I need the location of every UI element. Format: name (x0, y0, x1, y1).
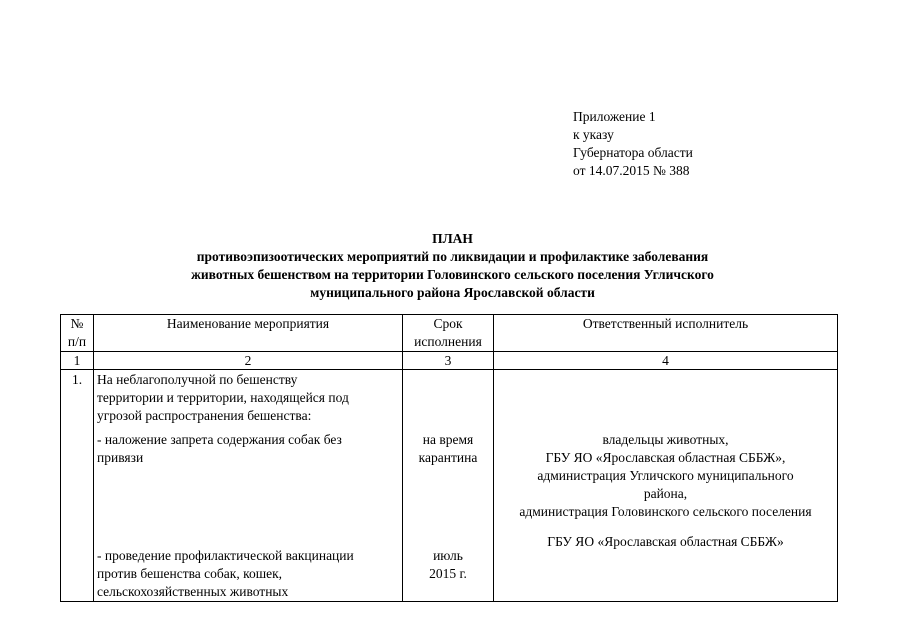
table-header-row (61, 315, 838, 352)
column-number-row (61, 352, 838, 370)
header-name (94, 315, 403, 352)
appendix-line: от 14.07.2015 № 388 (573, 163, 690, 178)
header-text: Наименование мероприятия (166, 316, 330, 331)
row-number: 1. (61, 370, 94, 602)
column-number: 1 (61, 352, 94, 370)
header-text: № (70, 316, 84, 331)
header-responsible (494, 315, 838, 352)
measure-item: против бешенства собак, кошек, (97, 566, 283, 581)
measure-item: - наложение запрета содержания собак без (97, 432, 342, 447)
table-row (61, 370, 838, 602)
responsible-text: района, (643, 486, 688, 501)
header-num (61, 315, 94, 352)
header-text: исполнения (414, 334, 482, 349)
measure-item: привязи (97, 450, 144, 465)
document-title (100, 230, 805, 302)
responsible-text: ГБУ ЯО «Ярославская областная СББЖ» (547, 534, 784, 549)
responsible-text: администрация Угличского муниципального (537, 468, 794, 483)
responsible-text: ГБУ ЯО «Ярославская областная СББЖ», (545, 450, 786, 465)
title-line: животных бешенством на территории Головинского сельского поселения Угличского (191, 267, 714, 282)
header-text: Ответственный исполнитель (582, 316, 749, 331)
responsible-cell (494, 370, 838, 602)
responsible-text: владельцы животных, (602, 432, 729, 447)
appendix-line: к указу (573, 127, 614, 142)
term-text: на время (422, 432, 474, 447)
title-line: противоэпизоотических мероприятий по ликвидации и профилактике заболевания (196, 249, 709, 264)
header-text: п/п (67, 334, 87, 349)
measure-intro: территории и территории, находящейся под (97, 390, 349, 405)
responsible-text: администрация Головинского сельского поселения (519, 504, 812, 519)
term-cell (403, 370, 494, 602)
title-heading: ПЛАН (432, 231, 473, 246)
measure-cell (94, 370, 403, 602)
appendix-block (573, 108, 693, 180)
appendix-line: Губернатора области (573, 145, 693, 160)
measure-item: - проведение профилактической вакцинации (97, 548, 354, 563)
appendix-line: Приложение 1 (573, 109, 656, 124)
title-line: муниципального района Ярославской области (310, 285, 595, 300)
term-text: карантина (418, 450, 478, 465)
column-number: 2 (94, 352, 403, 370)
column-number: 3 (403, 352, 494, 370)
measure-intro: угрозой распространения бешенства: (97, 408, 312, 423)
measure-item: сельскохозяйственных животных (97, 584, 289, 599)
measure-intro: На неблагополучной по бешенству (97, 372, 298, 387)
term-text: июль (433, 548, 463, 563)
term-text: 2015 г. (429, 566, 467, 581)
column-number: 4 (494, 352, 838, 370)
header-term (403, 315, 494, 352)
plan-table (60, 314, 838, 602)
header-text: Срок (433, 316, 463, 331)
